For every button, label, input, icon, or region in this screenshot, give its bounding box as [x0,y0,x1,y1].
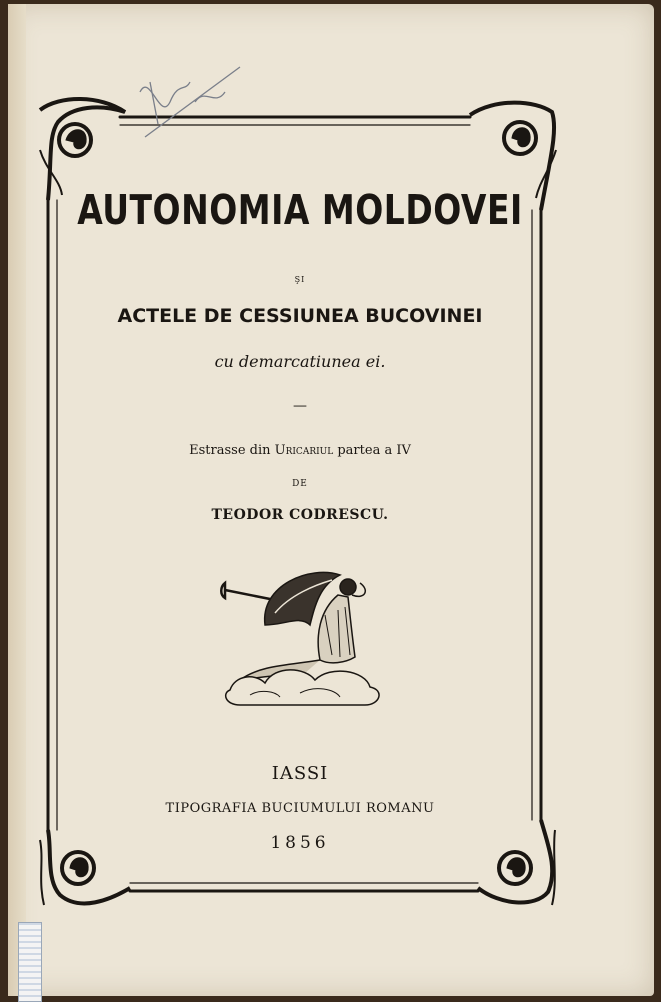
by-text: DE [292,479,308,489]
extract-line [60,443,540,458]
publication-year: 1856 [270,833,330,853]
subtitle-italic: cu demarcatiunea ei. [214,352,386,371]
printer-name: TIPOGRAFIA BUCIUMULUI ROMANU [165,801,435,816]
separator-dash: — [293,398,307,414]
book-title: AUTONOMIA MOLDOVEI [77,185,523,234]
extract-source: Uricariul [274,443,334,458]
angel-trumpet-vignette [220,565,390,710]
extract-prefix: Estrasse din [189,443,271,458]
extract-suffix: partea a IV [337,443,411,458]
publication-place: IASSI [271,763,329,784]
library-barcode-sticker [18,922,42,1002]
book-subtitle: ACTELE DE CESSIUNEA BUCOVINEI [117,305,483,327]
handwritten-annotation [130,62,250,142]
author-name: TEODOR CODRESCU. [211,507,389,523]
conjunction-text: ŞI [294,275,306,284]
